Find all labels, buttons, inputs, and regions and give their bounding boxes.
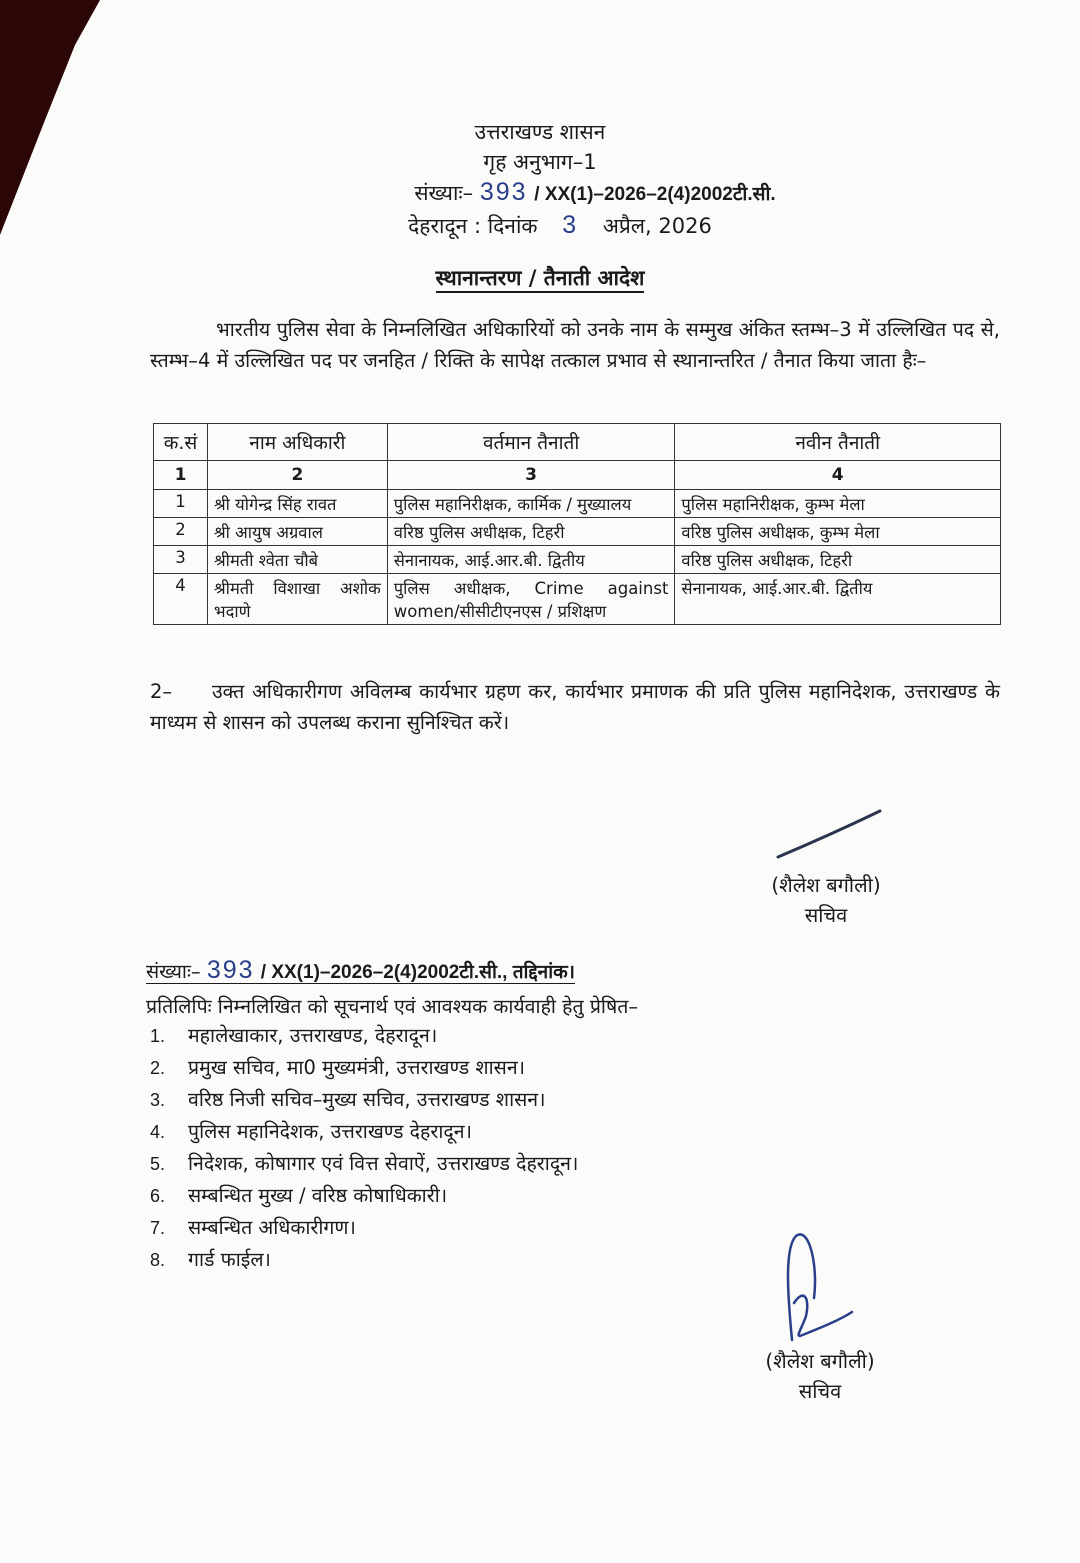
paragraph-2: [150, 676, 1000, 738]
column-number: 2: [207, 461, 387, 490]
header-serial: क.सं: [154, 424, 208, 461]
column-number-row: [154, 461, 1001, 490]
list-item: 5. निदेशक, कोषागार एवं वित्त सेवाऐं, उत्तराखण्ड देहरादून।: [150, 1152, 579, 1175]
column-number: 1: [154, 461, 208, 490]
new-posting: वरिष्ठ पुलिस अधीक्षक, टिहरी: [675, 546, 1001, 574]
current-posting: पुलिस अधीक्षक, Crime against women/सीसीटीएनएस / प्रशिक्षण: [387, 574, 675, 625]
table-row: [154, 518, 1001, 546]
copy-intro: प्रतिलिपिः निम्नलिखित को सूचनार्थ एवं आवश्यक कार्यवाही हेतु प्रेषित–: [146, 995, 639, 1018]
column-number: 3: [387, 461, 675, 490]
signatory-1-designation: सचिव: [804, 903, 848, 927]
posting-table: [153, 423, 1001, 625]
current-posting: सेनानायक, आई.आर.बी. द्वितीय: [387, 546, 675, 574]
handwritten-ref-number: 393: [479, 178, 528, 206]
copy-ref-suffix: / XX(1)–2026–2(4)2002टी.सी., तद्दिनांक।: [260, 962, 575, 983]
serial-number: 3: [154, 546, 208, 574]
paragraph-2-number: 2–: [150, 680, 173, 703]
intro-paragraph-text: भारतीय पुलिस सेवा के निम्नलिखित अधिकारियों को उनके नाम के सम्मुख अंकित स्तम्भ–3 में उल्लिखित पद से, स्तम्भ–4 में उल्लिखित पद पर जनहित / रिक्ति के सापेक्ष तत्काल प्रभाव से स्थानान्तरित / तैनात किया जाता हैः–: [150, 318, 1000, 372]
current-posting: वरिष्ठ पुलिस अधीक्षक, टिहरी: [387, 518, 675, 546]
list-item: 3. वरिष्ठ निजी सचिव–मुख्य सचिव, उत्तराखण्ड शासन।: [150, 1088, 546, 1111]
intro-paragraph: [150, 314, 1000, 376]
signatory-1-name: (शैलेश बगौली): [771, 873, 881, 897]
new-posting: पुलिस महानिरीक्षक, कुम्भ मेला: [675, 490, 1001, 518]
table-row: [154, 490, 1001, 518]
header-new-posting: नवीन तैनाती: [675, 424, 1001, 461]
signatory-2-name: (शैलेश बगौली): [765, 1349, 875, 1373]
serial-number: 1: [154, 490, 208, 518]
signatory-1: [726, 870, 926, 930]
government-name: उत्तराखण्ड शासन: [474, 120, 606, 144]
current-posting: पुलिस महानिरीक्षक, कार्मिक / मुख्यालय: [387, 490, 675, 518]
serial-number: 4: [154, 574, 208, 625]
department-name: गृह अनुभाग–1: [483, 150, 597, 174]
list-item: 4. पुलिस महानिदेशक, उत्तराखण्ड देहरादून।: [150, 1120, 472, 1143]
copy-handwritten-ref-number: 393: [206, 956, 255, 984]
new-posting: सेनानायक, आई.आर.बी. द्वितीय: [675, 574, 1001, 625]
recipient-list: [146, 1020, 578, 1276]
order-title-text: स्थानान्तरण / तैनाती आदेश: [436, 266, 645, 293]
signature-stroke-icon: [770, 805, 890, 865]
copy-ref-label: संख्याः–: [146, 960, 201, 983]
header-officer-name: नाम अधिकारी: [207, 424, 387, 461]
table-row: [154, 574, 1001, 625]
handwritten-date-day: 3: [562, 211, 579, 239]
place-date: [0, 210, 1080, 241]
officer-name: श्री योगेन्द्र सिंह रावत: [207, 490, 387, 518]
paragraph-2-text: उक्त अधिकारीगण अविलम्ब कार्यभार ग्रहण कर, कार्यभार प्रमाणक की प्रति पुलिस महानिदेशक, उत्तराखण्ड के माध्यम से शासन को उपलब्ध कराना सुनिश्चित करें।: [150, 680, 1000, 734]
signatory-2-designation: सचिव: [798, 1379, 842, 1403]
list-item: 2. प्रमुख सचिव, मा0 मुख्यमंत्री, उत्तराखण्ड शासन।: [150, 1056, 526, 1079]
list-item: 8. गार्ड फाईल।: [150, 1248, 271, 1271]
copy-reference: [146, 956, 575, 985]
column-number: 4: [675, 461, 1001, 490]
table-row: [154, 546, 1001, 574]
officer-name: श्री आयुष अग्रवाल: [207, 518, 387, 546]
ref-label: संख्याः–: [414, 181, 474, 205]
header-current-posting: वर्तमान तैनाती: [387, 424, 675, 461]
ref-suffix: / XX(1)–2026–2(4)2002टी.सी.: [534, 184, 776, 205]
new-posting: वरिष्ठ पुलिस अधीक्षक, कुम्भ मेला: [675, 518, 1001, 546]
signature-initials-icon: [780, 1228, 870, 1348]
document-header: [0, 117, 1080, 241]
reference-number: [0, 177, 1080, 210]
order-title: [0, 264, 1080, 292]
table-header-row: [154, 424, 1001, 461]
serial-number: 2: [154, 518, 208, 546]
officer-name: श्रीमती श्वेता चौबे: [207, 546, 387, 574]
list-item: 6. सम्बन्धित मुख्य / वरिष्ठ कोषाधिकारी।: [150, 1184, 448, 1207]
list-item: 7. सम्बन्धित अधिकारीगण।: [150, 1216, 356, 1239]
signatory-2: [720, 1346, 920, 1406]
officer-name: श्रीमती विशाखा अशोक भदाणे: [207, 574, 387, 625]
place-date-label: देहरादून : दिनांक: [408, 214, 538, 238]
list-item: 1. महालेखाकार, उत्तराखण्ड, देहरादून।: [150, 1024, 438, 1047]
date-month-year: अप्रैल, 2026: [602, 214, 712, 238]
